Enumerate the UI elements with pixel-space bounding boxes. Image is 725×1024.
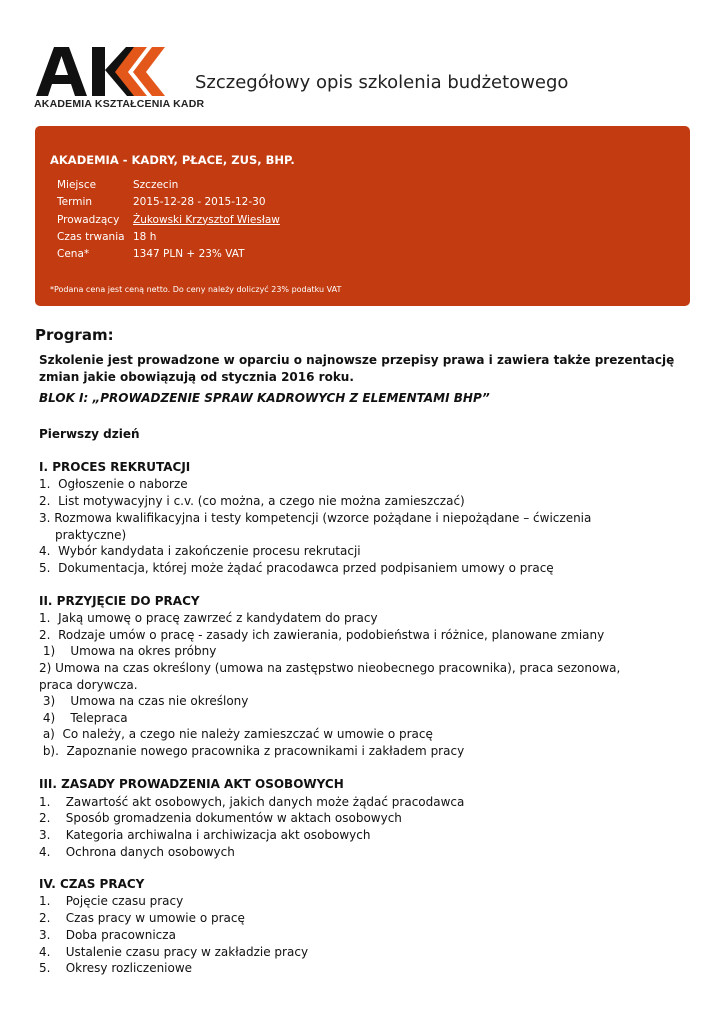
course-info-table — [57, 179, 280, 265]
info-label: Prowadzący — [57, 213, 120, 226]
list-item: 1. Ogłoszenie o naborze — [39, 477, 188, 491]
list-item: 3. Kategoria archiwalna i archiwizacja akt osobowych — [39, 828, 371, 842]
trainer-link[interactable]: Żukowski Krzysztof Wiesław — [133, 213, 280, 226]
info-label: Termin — [57, 196, 93, 209]
list-item: 1. Zawartość akt osobowych, jakich danych może żądać pracodawca — [39, 795, 465, 809]
program-heading: Program: — [35, 326, 114, 344]
section-title: II. PRZYJĘCIE DO PRACY — [39, 594, 200, 608]
info-value: Szczecin — [133, 179, 179, 191]
price-note: *Podana cena jest ceną netto. Do ceny należy doliczyć 23% podatku VAT — [50, 285, 342, 294]
info-value: 18 h — [133, 230, 157, 243]
block-title: BLOK I: „PROWADZENIE SPRAW KADROWYCH Z ELEMENTAMI BHP” — [39, 391, 490, 405]
logo-mark — [34, 44, 184, 99]
list-item: 1. Jaką umowę o pracę zawrzeć z kandydatem do pracy — [39, 611, 378, 625]
section-title: III. ZASADY PROWADZENIA AKT OSOBOWYCH — [39, 777, 344, 791]
list-item: 3. Doba pracownicza — [39, 928, 176, 942]
page-title: Szczegółowy opis szkolenia budżetowego — [195, 72, 569, 93]
list-item: 5. Okresy rozliczeniowe — [39, 961, 193, 975]
logo-subtitle: AKADEMIA KSZTAŁCENIA KADR — [34, 98, 205, 110]
company-logo — [34, 44, 205, 114]
list-item: 2. List motywacyjny i c.v. (co można, a czego nie można zamieszczać) — [39, 494, 465, 508]
list-item: 1) Umowa na okres próbny — [39, 644, 217, 658]
list-item: 4) Telepraca — [39, 711, 128, 725]
list-item: 3. Rozmowa kwalifikacyjna i testy kompetencji (wzorce pożądane i niepożądane – ćwiczenia praktyczne) — [39, 511, 592, 542]
info-row-duration — [57, 231, 280, 248]
day-heading: Pierwszy dzień — [39, 427, 140, 441]
info-label: Czas trwania — [57, 230, 125, 243]
list-item: 1. Pojęcie czasu pracy — [39, 894, 184, 908]
info-row-date — [57, 196, 280, 213]
list-item: 2. Czas pracy w umowie o pracę — [39, 911, 245, 925]
list-item: 4. Ustalenie czasu pracy w zakładzie pracy — [39, 945, 309, 959]
info-label: Miejsce — [57, 179, 97, 191]
info-row-price — [57, 248, 280, 265]
course-info-card — [35, 126, 690, 306]
section-title: I. PROCES REKRUTACJI — [39, 460, 191, 474]
info-value: 2015-12-28 - 2015-12-30 — [133, 196, 266, 209]
list-item: 2. Sposób gromadzenia dokumentów w aktach osobowych — [39, 811, 402, 825]
info-row-place — [57, 179, 280, 196]
list-item: 4. Ochrona danych osobowych — [39, 845, 235, 859]
list-item: a) Co należy, a czego nie należy zamieszczać w umowie o pracę — [39, 727, 433, 741]
list-item: 2) Umowa na czas określony (umowa na zastępstwo nieobecnego pracownika), praca sezonowa, praca dorywcza. — [39, 661, 621, 692]
course-title: AKADEMIA - KADRY, PŁACE, ZUS, BHP. — [50, 153, 295, 167]
info-label: Cena* — [57, 248, 90, 261]
info-row-trainer — [57, 214, 280, 231]
info-value: 1347 PLN + 23% VAT — [133, 248, 245, 261]
list-item: 4. Wybór kandydata i zakończenie procesu rekrutacji — [39, 544, 361, 558]
list-item: 5. Dokumentacja, której może żądać pracodawca przed podpisaniem umowy o pracę — [39, 561, 554, 575]
list-item: b). Zapoznanie nowego pracownika z pracownikami i zakładem pracy — [39, 744, 465, 758]
section-title: IV. CZAS PRACY — [39, 877, 145, 891]
list-item: 3) Umowa na czas nie określony — [39, 694, 249, 708]
program-intro: Szkolenie jest prowadzone w oparciu o najnowsze przepisy prawa i zawiera także prezentację zmian jakie obowiązują od stycznia 2016 roku. — [39, 353, 675, 384]
list-item: 2. Rodzaje umów o pracę - zasady ich zawierania, podobieństwa i różnice, planowane zmiany — [39, 628, 605, 642]
